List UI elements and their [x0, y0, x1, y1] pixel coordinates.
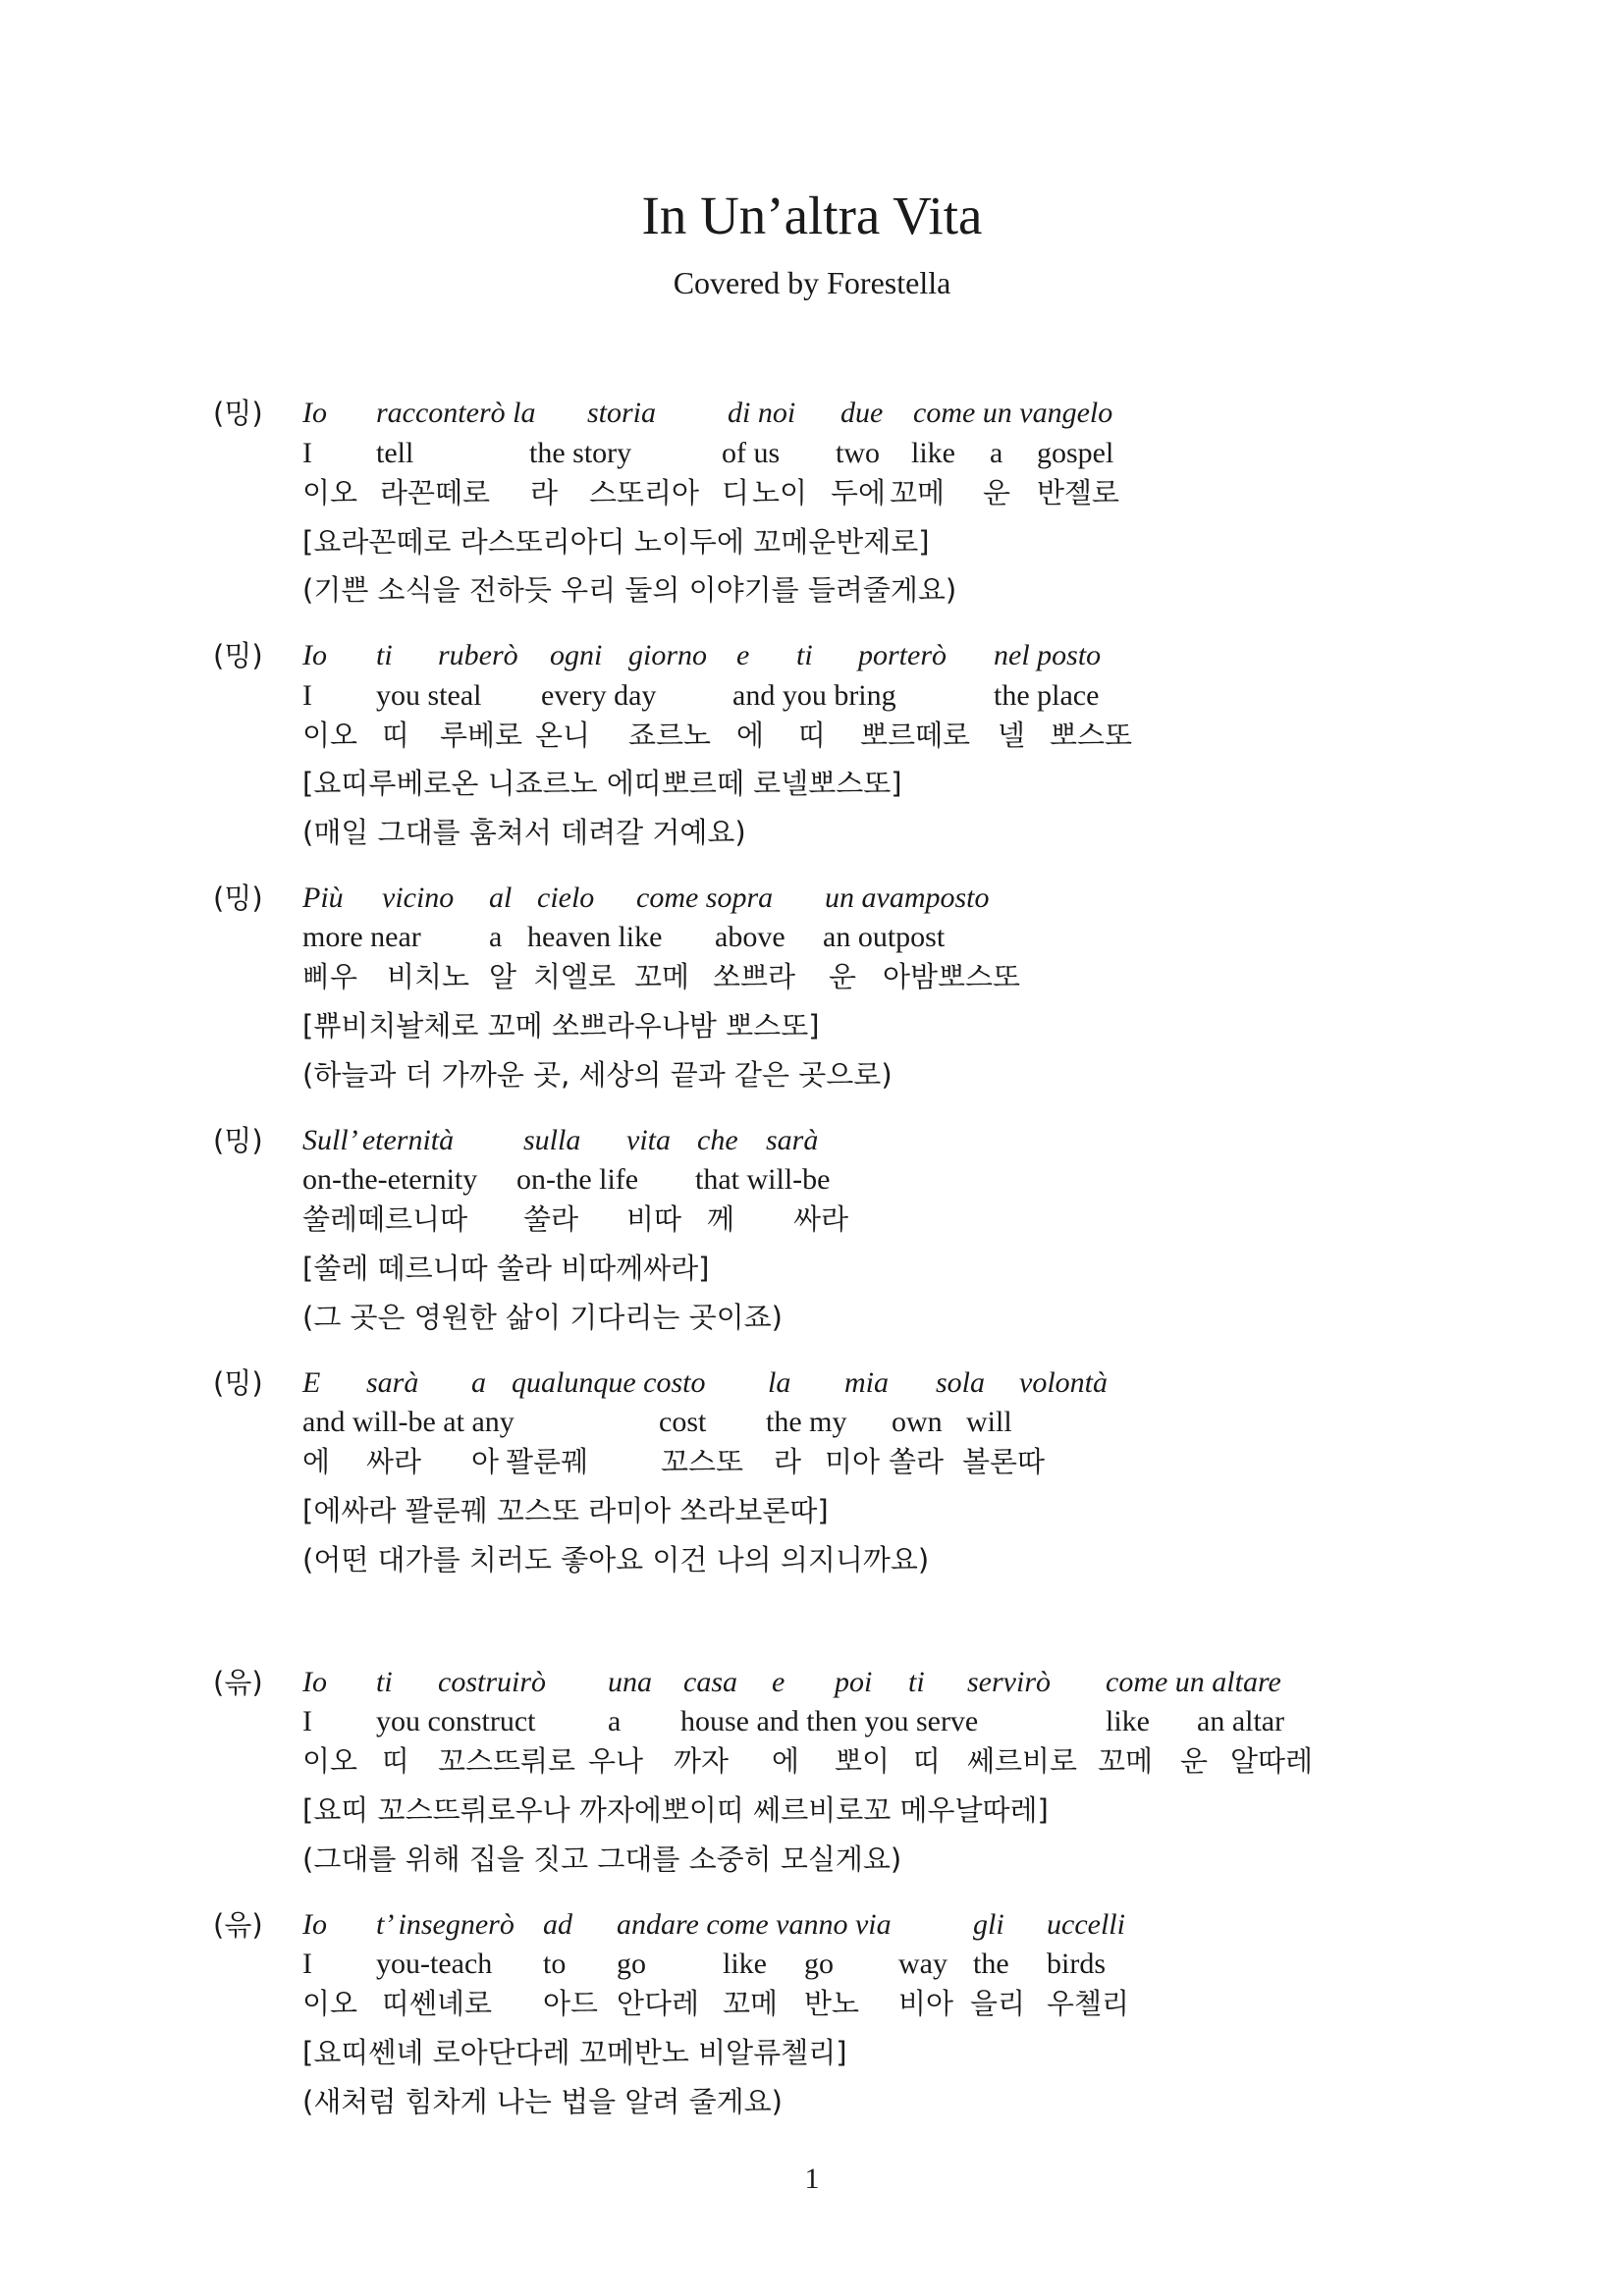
- italian-word: uccelli: [1047, 1908, 1125, 1941]
- italian-word: ti: [376, 1666, 393, 1698]
- translation-line: (새처럼 힘차게 나는 법을 알려 줄게요): [302, 2085, 783, 2118]
- english-word: birds: [1047, 1948, 1106, 1980]
- english-word: I: [302, 679, 312, 712]
- italian-word: Io: [302, 639, 327, 671]
- lyric-stanza: [0, 1363, 1624, 1575]
- english-word: I: [302, 437, 312, 469]
- korean-syllables: 미아: [825, 1445, 881, 1478]
- korean-phonetic-line: [302, 1200, 1382, 1239]
- english-word: the story: [529, 437, 632, 469]
- korean-syllables: 이오: [302, 1987, 358, 2020]
- korean-phonetic-line: [302, 473, 1382, 512]
- korean-syllables: 쏘쁘라: [713, 960, 796, 993]
- english-word: house and then you serve: [680, 1705, 979, 1737]
- korean-syllables: 비치노: [387, 960, 470, 993]
- korean-phonetic-line: [302, 716, 1382, 755]
- pronunciation-line: [요띠루베로온 니죠르노 에띠뽀르떼 로넬뽀스또]: [302, 767, 902, 800]
- italian-word: a: [471, 1366, 486, 1399]
- italian-lyric-line: [302, 1663, 1382, 1702]
- korean-syllables: 이오: [302, 719, 358, 752]
- korean-syllables: 알: [489, 960, 517, 993]
- pronunciation-line: [요라꼰떼로 라스또리아디 노이두에 꼬메운반제로]: [302, 525, 930, 559]
- italian-word: di noi: [728, 397, 796, 429]
- singer-label: (밍): [213, 1124, 263, 1157]
- korean-syllables: 띠: [913, 1744, 942, 1778]
- korean-syllables: 께: [707, 1202, 735, 1236]
- italian-word: al: [489, 881, 513, 914]
- italian-word: Io: [302, 1908, 327, 1941]
- italian-word: qualunque costo: [512, 1366, 706, 1399]
- singer-label: (밍): [213, 1366, 263, 1400]
- english-word: cost: [659, 1406, 707, 1438]
- italian-lyric-line: [302, 394, 1382, 433]
- korean-syllables: 싸라: [793, 1202, 849, 1236]
- italian-word: t’ insegnerò: [376, 1908, 514, 1941]
- italian-word: ad: [543, 1908, 572, 1941]
- italian-word: ti: [908, 1666, 925, 1698]
- english-word: to: [543, 1948, 567, 1980]
- lyric-stanza: [0, 1663, 1624, 1874]
- korean-syllables: 아밤뽀스또: [883, 960, 1021, 993]
- italian-word: e: [736, 639, 750, 671]
- italian-word: e: [772, 1666, 785, 1698]
- korean-syllables: 디: [722, 476, 750, 509]
- italian-word: sulla: [523, 1124, 581, 1156]
- english-word: the my: [766, 1406, 847, 1438]
- italian-word: ruberò: [438, 639, 518, 671]
- english-word: like: [1106, 1705, 1150, 1737]
- korean-syllables: 꼬메: [634, 960, 690, 993]
- english-word: and you bring: [732, 679, 896, 712]
- italian-word: come un vangelo: [913, 397, 1113, 429]
- korean-syllables: 우나: [588, 1744, 644, 1778]
- korean-syllables: 까자: [674, 1744, 730, 1778]
- italian-word: due: [840, 397, 884, 429]
- singer-label: (윾): [213, 1908, 263, 1942]
- korean-syllables: 볼론따: [962, 1445, 1046, 1478]
- english-word: like: [723, 1948, 767, 1980]
- italian-word: storia: [587, 397, 657, 429]
- italian-word: porterò: [858, 639, 947, 671]
- english-gloss-line: [302, 676, 1382, 716]
- english-word: above: [715, 921, 785, 953]
- korean-syllables: 싸라: [366, 1445, 422, 1478]
- english-word: go: [804, 1948, 834, 1980]
- english-word: I: [302, 1705, 312, 1737]
- italian-word: cielo: [537, 881, 595, 914]
- english-gloss-line: [302, 1160, 1382, 1200]
- korean-phonetic-line: [302, 1442, 1382, 1481]
- english-word: tell: [376, 437, 414, 469]
- korean-syllables: 쑬레떼르니따: [302, 1202, 468, 1236]
- korean-syllables: 꽐룬꿰: [506, 1445, 589, 1478]
- english-word: you-teach: [376, 1948, 493, 1980]
- italian-lyric-line: [302, 879, 1382, 918]
- korean-syllables: 쎄르비로: [967, 1744, 1078, 1778]
- italian-word: volontà: [1019, 1366, 1108, 1399]
- korean-syllables: 노이: [752, 476, 808, 509]
- song-subtitle: Covered by Forestella: [673, 265, 951, 300]
- italian-word: giorno: [628, 639, 708, 671]
- italian-word: come un altare: [1106, 1666, 1281, 1698]
- italian-word: nel posto: [994, 639, 1102, 671]
- english-word: that will-be: [695, 1163, 831, 1196]
- english-word: a: [990, 437, 1003, 469]
- korean-syllables: 띠: [798, 719, 827, 752]
- lyric-stanza: [0, 636, 1624, 847]
- korean-syllables: 꼬스뜨뤼로: [438, 1744, 576, 1778]
- korean-syllables: 안다레: [617, 1987, 700, 2020]
- korean-phonetic-line: [302, 1984, 1382, 2023]
- translation-line: (매일 그대를 훔쳐서 데려갈 거예요): [302, 816, 746, 849]
- korean-syllables: 뽀스또: [1050, 719, 1133, 752]
- korean-syllables: 치엘로: [533, 960, 617, 993]
- singer-label: (밍): [213, 397, 263, 430]
- italian-word: sarà: [766, 1124, 819, 1156]
- korean-syllables: 꼬스또: [661, 1445, 744, 1478]
- english-word: will: [966, 1406, 1012, 1438]
- korean-syllables: 운: [829, 960, 857, 993]
- italian-word: E: [302, 1366, 321, 1399]
- korean-syllables: 띠쎈녜로: [382, 1987, 493, 2020]
- korean-syllables: 우첼리: [1047, 1987, 1130, 2020]
- english-word: an altar: [1197, 1705, 1285, 1737]
- english-word: on-the-eternity: [302, 1163, 478, 1196]
- korean-syllables: 비따: [626, 1202, 682, 1236]
- korean-syllables: 아드: [543, 1987, 599, 2020]
- korean-syllables: 라: [530, 476, 559, 509]
- lyric-stanza: [0, 1121, 1624, 1332]
- korean-syllables: 아: [471, 1445, 500, 1478]
- english-gloss-line: [302, 1702, 1382, 1741]
- italian-word: come sopra: [636, 881, 774, 914]
- italian-lyric-line: [302, 636, 1382, 675]
- english-gloss-line: [302, 434, 1382, 473]
- italian-word: la: [768, 1366, 791, 1399]
- english-word: an outpost: [823, 921, 946, 953]
- english-word: I: [302, 1948, 312, 1980]
- english-word: the: [973, 1948, 1009, 1980]
- korean-syllables: 꼬메: [1098, 1744, 1154, 1778]
- korean-syllables: 운: [983, 476, 1011, 509]
- song-title: In Un’altra Vita: [641, 186, 983, 245]
- italian-word: vita: [626, 1124, 671, 1156]
- english-word: you construct: [376, 1705, 536, 1737]
- italian-word: Più: [302, 881, 344, 914]
- korean-syllables: 넬: [998, 719, 1026, 752]
- english-word: go: [617, 1948, 646, 1980]
- pronunciation-line: [요띠 꼬스뜨뤼로우나 까자에뽀이띠 쎄르비로꼬 메우날따레]: [302, 1793, 1049, 1827]
- korean-syllables: 비아: [898, 1987, 954, 2020]
- korean-syllables: 죠르노: [628, 719, 712, 752]
- italian-word: andare come vanno via: [617, 1908, 892, 1941]
- italian-word: un avamposto: [825, 881, 990, 914]
- korean-syllables: 라: [774, 1445, 802, 1478]
- italian-word: ogni: [550, 639, 603, 671]
- page-number: 1: [804, 2163, 820, 2195]
- italian-word: mia: [844, 1366, 889, 1399]
- italian-word: costruirò: [438, 1666, 547, 1698]
- english-gloss-line: [302, 1403, 1382, 1442]
- english-word: you steal: [376, 679, 482, 712]
- italian-word: ti: [376, 639, 393, 671]
- italian-word: servirò: [967, 1666, 1051, 1698]
- english-word: of us: [722, 437, 781, 469]
- korean-syllables: 스또리아: [589, 476, 700, 509]
- english-word: and will-be at any: [302, 1406, 514, 1438]
- translation-line: (기쁜 소식을 전하듯 우리 둘의 이야기를 들려줄게요): [302, 573, 957, 607]
- korean-syllables: 뽀르떼로: [860, 719, 971, 752]
- korean-syllables: 온니: [535, 719, 591, 752]
- italian-word: poi: [835, 1666, 873, 1698]
- italian-word: sarà: [366, 1366, 419, 1399]
- korean-syllables: 띠: [382, 1744, 410, 1778]
- korean-syllables: 삐우: [302, 960, 358, 993]
- lyric-stanza: [0, 1905, 1624, 2116]
- italian-word: sola: [936, 1366, 986, 1399]
- korean-syllables: 두에: [831, 476, 887, 509]
- english-word: own: [892, 1406, 943, 1438]
- korean-syllables: 띠: [382, 719, 410, 752]
- korean-syllables: 에: [736, 719, 765, 752]
- italian-word: Io: [302, 397, 327, 429]
- korean-syllables: 반젤로: [1037, 476, 1120, 509]
- korean-syllables: 알따레: [1230, 1744, 1314, 1778]
- italian-word: vicino: [382, 881, 455, 914]
- translation-line: (그 곳은 영원한 삶이 기다리는 곳이죠): [302, 1301, 783, 1334]
- english-word: way: [898, 1948, 947, 1980]
- korean-syllables: 이오: [302, 1744, 358, 1778]
- korean-syllables: 에: [772, 1744, 800, 1778]
- korean-syllables: 반노: [804, 1987, 860, 2020]
- pronunciation-line: [쀼비치놜체로 꼬메 쏘쁘라우나밤 뽀스또]: [302, 1009, 820, 1042]
- english-word: every day: [541, 679, 657, 712]
- english-gloss-line: [302, 918, 1382, 957]
- translation-line: (그대를 위해 집을 짓고 그대를 소중히 모실게요): [302, 1842, 902, 1876]
- lyric-stanza: [0, 394, 1624, 605]
- korean-syllables: 라꼰떼로: [380, 476, 491, 509]
- italian-lyric-line: [302, 1905, 1382, 1945]
- korean-syllables: 운: [1180, 1744, 1209, 1778]
- italian-lyric-line: [302, 1363, 1382, 1403]
- italian-word: Io: [302, 1666, 327, 1698]
- korean-phonetic-line: [302, 957, 1382, 996]
- english-word: heaven like: [527, 921, 663, 953]
- english-word: a: [608, 1705, 622, 1737]
- translation-line: (하늘과 더 가까운 곳, 세상의 끝과 같은 곳으로): [302, 1058, 893, 1092]
- korean-syllables: 이오: [302, 476, 358, 509]
- english-gloss-line: [302, 1945, 1382, 1984]
- english-word: more near: [302, 921, 421, 953]
- italian-lyric-line: [302, 1121, 1382, 1160]
- italian-word: ti: [796, 639, 813, 671]
- korean-syllables: 쑬라: [523, 1202, 579, 1236]
- pronunciation-line: [쑬레 떼르니따 쑬라 비따께싸라]: [302, 1252, 710, 1285]
- korean-syllables: 루베로: [440, 719, 523, 752]
- singer-label: (밍): [213, 881, 263, 915]
- korean-syllables: 꼬메: [890, 476, 946, 509]
- korean-syllables: 을리: [970, 1987, 1026, 2020]
- singer-label: (밍): [213, 639, 263, 672]
- italian-word: casa: [683, 1666, 737, 1698]
- korean-phonetic-line: [302, 1741, 1382, 1781]
- italian-word: che: [697, 1124, 738, 1156]
- italian-word: una: [608, 1666, 652, 1698]
- pronunciation-line: [에싸라 꽐룬꿰 꼬스또 라미아 쏘라보론따]: [302, 1494, 829, 1527]
- english-word: a: [489, 921, 503, 953]
- english-word: like: [911, 437, 955, 469]
- english-word: the place: [994, 679, 1100, 712]
- korean-syllables: 쏠라: [889, 1445, 945, 1478]
- singer-label: (윾): [213, 1666, 263, 1699]
- italian-word: Sull’ eternità: [302, 1124, 455, 1156]
- pronunciation-line: [요띠쎈녜 로아단다레 꼬메반노 비알류첼리]: [302, 2036, 847, 2069]
- korean-syllables: 에: [302, 1445, 331, 1478]
- korean-syllables: 뽀이: [835, 1744, 891, 1778]
- english-word: two: [836, 437, 880, 469]
- italian-word: gli: [973, 1908, 1004, 1941]
- translation-line: (어떤 대가를 치러도 좋아요 이건 나의 의지니까요): [302, 1543, 930, 1576]
- english-word: on-the life: [516, 1163, 639, 1196]
- italian-word: racconterò la: [376, 397, 536, 429]
- korean-syllables: 꼬메: [723, 1987, 779, 2020]
- english-word: gospel: [1037, 437, 1114, 469]
- lyric-stanza: [0, 879, 1624, 1090]
